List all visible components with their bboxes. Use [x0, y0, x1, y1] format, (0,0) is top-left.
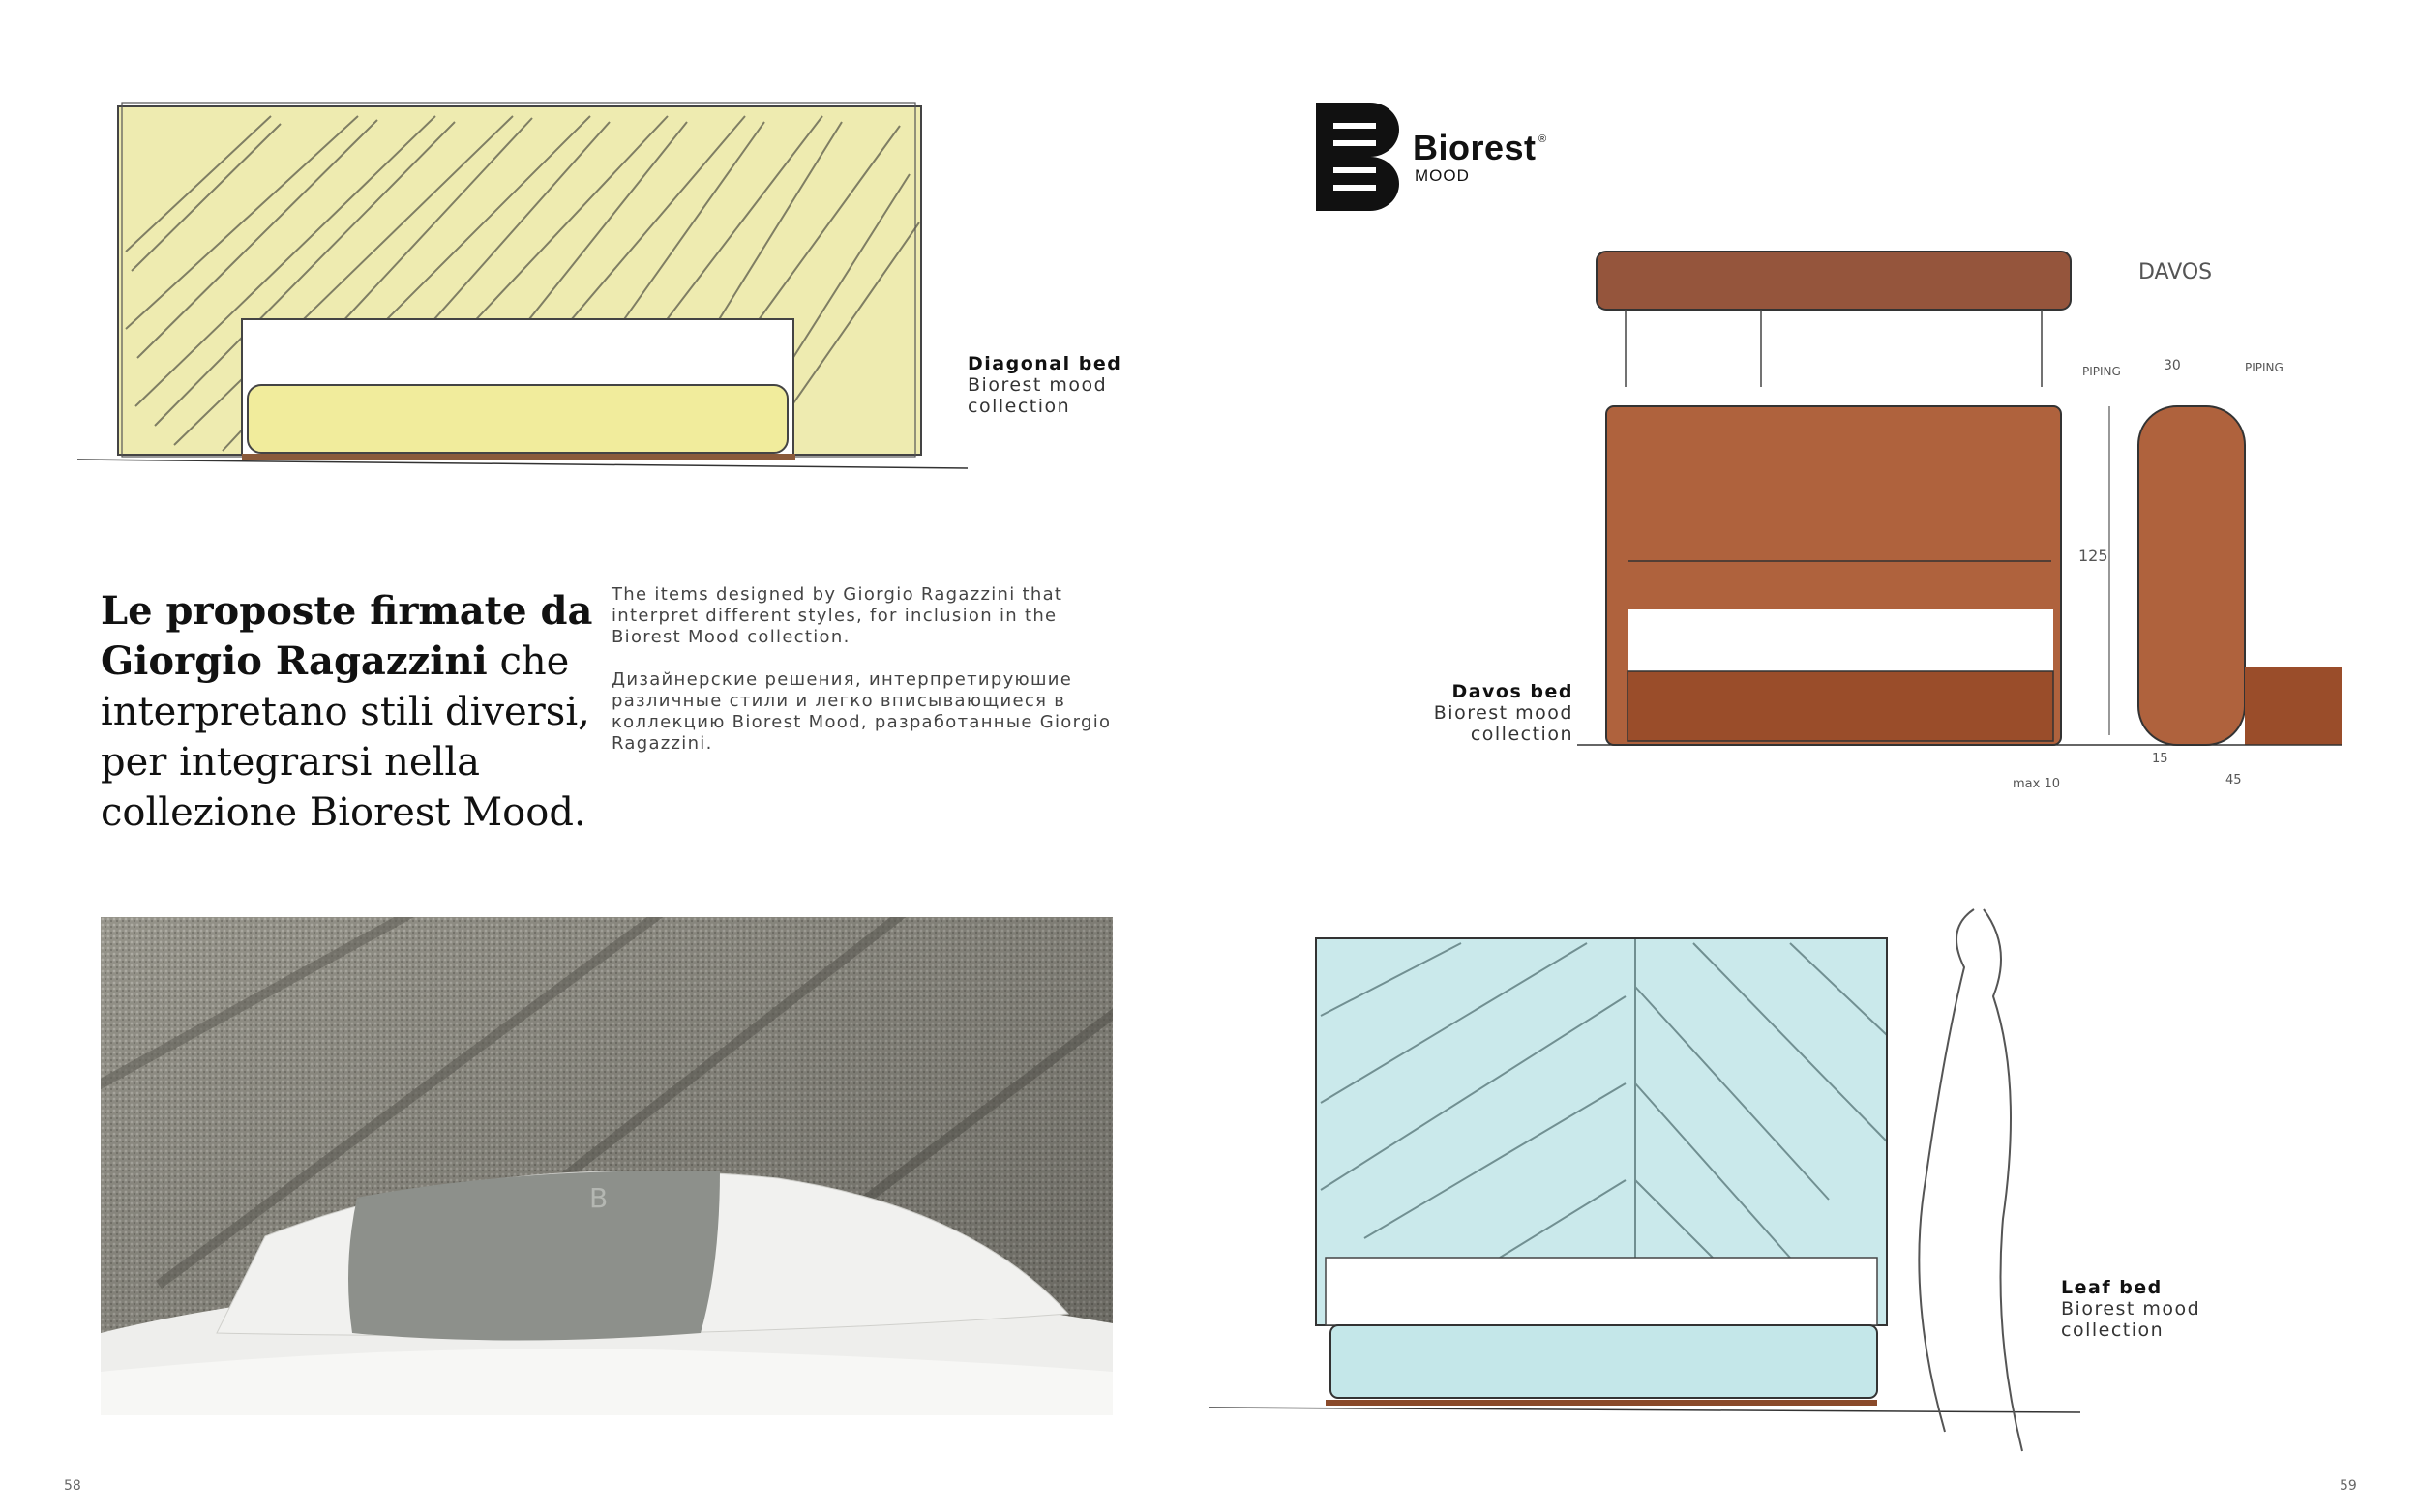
intro-text	[612, 584, 1115, 776]
logo-name: Biorest	[1413, 128, 1537, 167]
page-number-left: 58	[64, 1478, 81, 1494]
sketch-label-dim-30: 30	[2164, 358, 2181, 373]
sketch-label-piping-left: PIPING	[2082, 365, 2121, 378]
caption-title: Leaf bed	[2061, 1277, 2163, 1298]
headline-bold: Le proposte firmate da Giorgio Ragazzini	[101, 588, 593, 684]
caption-line: collection	[968, 396, 1071, 417]
diagonal-bed-caption	[968, 353, 1121, 417]
intro-russian: Дизайнерские решения, интерпретируюшие различные стили и легко вписывающиеся в коллекцию Biorest Mood, разработанные Giorgio Ragazzini.	[612, 669, 1112, 754]
page-headline	[101, 586, 642, 838]
caption-line: Biorest mood	[968, 374, 1108, 396]
caption-line: Biorest mood	[2061, 1298, 2201, 1319]
logo-registered: ®	[1538, 133, 1547, 145]
page-number-right: 59	[2340, 1478, 2357, 1494]
sketch-label-davos: DAVOS	[2138, 260, 2213, 284]
biorest-b-logo-icon	[1312, 97, 1419, 213]
leaf-bed-sketch	[1210, 890, 2100, 1490]
sketch-label-dim-max10: max 10	[2013, 777, 2060, 791]
bed-headboard-photo	[101, 917, 1113, 1415]
leaf-bed-caption	[2061, 1277, 2200, 1341]
caption-line: Biorest mood	[1433, 702, 1573, 724]
caption-title: Davos bed	[1451, 681, 1573, 702]
diagonal-bed-sketch	[68, 77, 987, 484]
sketch-label-piping-right: PIPING	[2245, 361, 2284, 374]
caption-title: Diagonal bed	[968, 353, 1122, 374]
sketch-label-dim-45: 45	[2225, 773, 2242, 787]
caption-line: collection	[1470, 724, 1573, 745]
logo-subtitle: MOOD	[1415, 166, 1470, 185]
headline-regular: che interpretano stili diversi, per integrarsi nella collezione Biorest Mood.	[101, 639, 590, 835]
sketch-label-dim-15: 15	[2152, 752, 2168, 766]
davos-bed-sketch	[1568, 232, 2342, 803]
svg-text:B: B	[589, 1182, 609, 1214]
davos-bed-caption	[1355, 681, 1573, 745]
sketch-label-dim-125: 125	[2078, 547, 2108, 565]
intro-english: The items designed by Giorgio Ragazzini that interpret different styles, for inclusion in the Biorest Mood collection.	[612, 584, 1063, 647]
caption-line: collection	[2061, 1319, 2165, 1341]
